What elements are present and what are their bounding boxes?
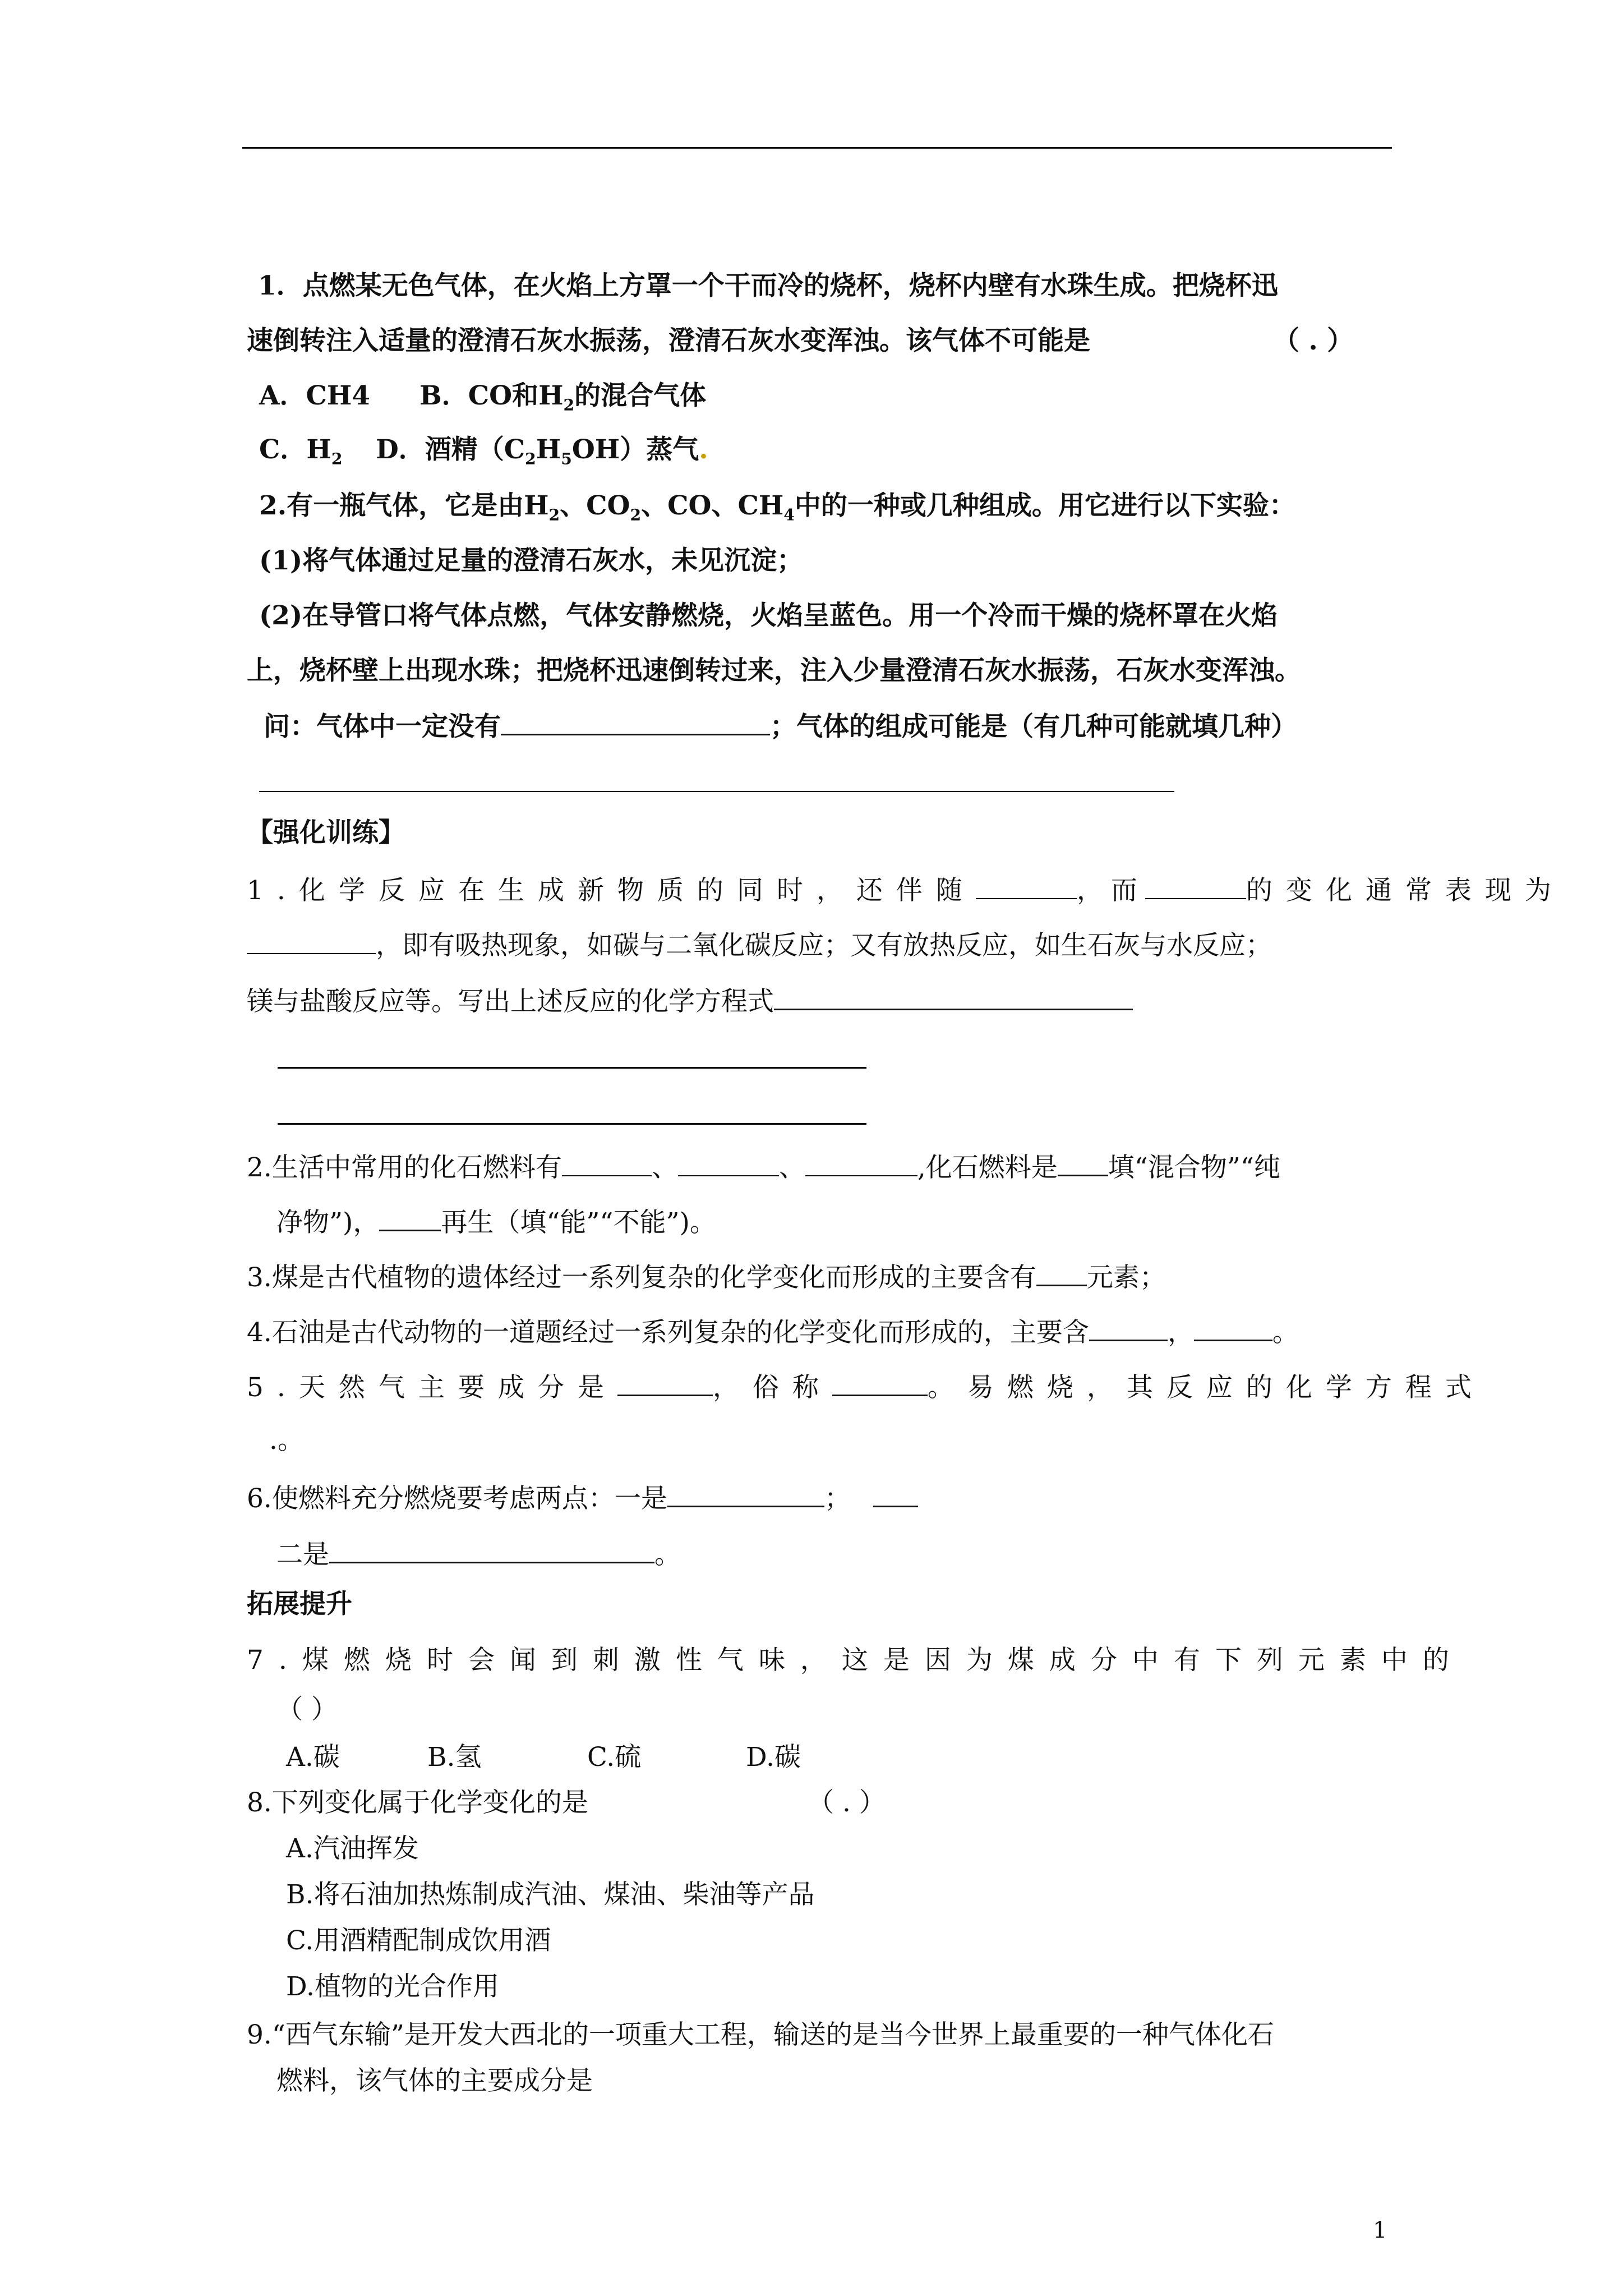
item4 (247, 1314, 1299, 1350)
answer-blank[interactable] (1089, 1314, 1168, 1341)
item9-line2: 燃料，该气体的主要成分是 (276, 2065, 593, 2096)
item1-text2: ，而 (1076, 875, 1145, 906)
item6-text4: 。 (654, 1539, 681, 1570)
answer-blank[interactable] (976, 872, 1077, 899)
item8-option-d: D.植物的光合作用 (286, 1971, 499, 2002)
item3-text2: 元素； (1086, 1262, 1166, 1293)
item1-line3 (247, 983, 1133, 1019)
item1-text5: 镁与盐酸反应等。写出上述反应的化学方程式 (247, 986, 774, 1017)
q2-step2-line1: (2)在导管口将气体点燃，气体安静燃烧，火焰呈蓝色。用一个冷而干燥的烧杯罩在火焰 (259, 600, 1278, 631)
q2-step2-line2: 上，烧杯壁上出现水珠；把烧杯迅速倒转过来，注入少量澄清石灰水振荡，石灰水变浑浊。 (247, 655, 1301, 686)
answer-blank[interactable] (379, 1204, 441, 1231)
q2-ask-text: 问：气体中一定没有 (264, 711, 501, 742)
q1-option-d (376, 433, 708, 467)
q2-text2: 、CO (560, 490, 630, 521)
subscript: 2 (548, 505, 560, 524)
item2-text: 2.生活中常用的化石燃料有 (247, 1152, 562, 1183)
item2-text7: 再生（填“能”“不能”)。 (441, 1207, 716, 1238)
q2-line1 (259, 489, 1295, 523)
item6-line2 (276, 1536, 681, 1572)
item6-line1 (247, 1480, 918, 1516)
q1-option-d-text: D．酒精（C (376, 434, 525, 465)
subscript: 2 (331, 449, 343, 468)
q2-step1: (1)将气体通过足量的澄清石灰水，未见沉淀； (259, 545, 804, 576)
q2-ask (264, 708, 1297, 744)
answer-blank[interactable] (1145, 872, 1246, 899)
q1-line1: 1．点燃某无色气体，在火焰上方罩一个干而冷的烧杯，烧杯内壁有水珠生成。把烧杯迅 (258, 270, 1278, 301)
q2-text4: 中的一种或几种组成。用它进行以下实验： (794, 490, 1295, 521)
answer-blank[interactable] (678, 1149, 779, 1176)
q1-option-b (419, 379, 706, 413)
answer-line[interactable] (278, 1123, 866, 1125)
item2-text2: 、 (651, 1152, 678, 1183)
item3 (247, 1259, 1166, 1295)
section-heading-practice: 【强化训练】 (247, 817, 405, 848)
item2-line2 (276, 1204, 716, 1240)
q1-option-d-dot: . (699, 434, 708, 465)
item7-line1: 7.煤燃烧时会闻到刺激性气味，这是因为煤成分中有下列元素中的 (247, 1645, 1464, 1676)
answer-blank[interactable] (1058, 1149, 1108, 1176)
answer-blank[interactable] (1194, 1314, 1272, 1341)
subscript: 2 (563, 395, 575, 415)
q1-option-d-text2: H (536, 434, 561, 465)
answer-blank[interactable] (562, 1149, 652, 1176)
q1-option-a: A．CH4 (259, 380, 370, 411)
item1-text3: 的变化通常表现为 (1246, 875, 1565, 906)
q1-option-d-text3: OH）蒸气 (571, 434, 699, 465)
item1-line1 (247, 872, 1565, 908)
item9-line1: 9.“西气东输”是开发大西北的一项重大工程，输送的是当今世界上最重要的一种气体化石 (247, 2019, 1274, 2050)
answer-blank[interactable] (873, 1480, 918, 1507)
answer-line[interactable] (259, 791, 1174, 792)
item7-option-c: C.硫 (587, 1742, 642, 1773)
q2-ask-text2: ；气体的组成可能是（有几种可能就填几种） (770, 711, 1297, 742)
item5-text3: 。易燃烧，其反应的化学方程式 (927, 1372, 1485, 1403)
item1-text: 1.化学反应在生成新物质的同时，还伴随 (247, 875, 976, 906)
page-number: 1 (1373, 2217, 1387, 2243)
item2-text5: 填“混合物”“纯 (1108, 1152, 1280, 1183)
item7-option-a: A.碳 (286, 1742, 340, 1773)
q2-text3: 、CO、CH (641, 490, 784, 521)
header-rule (242, 147, 1392, 149)
answer-blank[interactable] (247, 927, 376, 954)
item8-option-b: B.将石油加热炼制成汽油、煤油、柴油等产品 (286, 1879, 815, 1910)
item5-line2: .。 (269, 1425, 304, 1456)
answer-blank[interactable] (805, 1149, 917, 1176)
subscript: 2 (630, 505, 642, 524)
section-heading-extension: 拓展提升 (247, 1589, 352, 1619)
item8-question: 8.下列变化属于化学变化的是 (247, 1787, 588, 1818)
item7-option-d: D.碳 (746, 1742, 801, 1773)
item8-option-c: C.用酒精配制成饮用酒 (286, 1925, 551, 1956)
item6-text: 6.使燃料充分燃烧要考虑两点：一是 (247, 1483, 667, 1514)
answer-blank[interactable] (617, 1369, 713, 1396)
answer-blank[interactable] (832, 1369, 928, 1396)
item8-paren: （ . ） (808, 1787, 886, 1818)
item6-text2: ； (824, 1483, 851, 1514)
q1-option-c-text: C．H (259, 434, 331, 465)
item2-text3: 、 (778, 1152, 805, 1183)
item1-line2 (247, 927, 1272, 963)
item3-text: 3.煤是古代植物的遗体经过一系列复杂的化学变化而形成的主要含有 (247, 1262, 1036, 1293)
item2-text6: 净物”)， (276, 1207, 380, 1238)
answer-blank[interactable] (774, 983, 1133, 1010)
item4-text2: ， (1167, 1317, 1194, 1348)
subscript: 4 (783, 505, 795, 524)
answer-line[interactable] (278, 1067, 866, 1069)
item4-text: 4.石油是古代动物的一道题经过一系列复杂的化学变化而形成的，主要含 (247, 1317, 1089, 1348)
q1-line2: 速倒转注入适量的澄清石灰水振荡，澄清石灰水变浑浊。该气体不可能是 (247, 325, 1090, 356)
item1-text4: ，即有吸热现象，如碳与二氧化碳反应；又有放热反应，如生石灰与水反应； (376, 930, 1272, 961)
item7-option-b: B.氢 (427, 1742, 482, 1773)
q1-paren: （ . ） (1273, 325, 1354, 356)
q1-option-b-text: B．CO和H (419, 380, 564, 411)
q1-option-c (259, 433, 342, 467)
item2-line1 (247, 1149, 1280, 1185)
q2-text: 2.有一瓶气体，它是由H (259, 490, 549, 521)
item5-text2: ，俗称 (712, 1372, 832, 1403)
subscript: 5 (561, 449, 572, 468)
subscript: 2 (525, 449, 536, 468)
item5-text: 5.天然气主要成分是 (247, 1372, 617, 1403)
answer-blank[interactable] (329, 1536, 654, 1563)
item8-option-a: A.汽油挥发 (286, 1833, 419, 1864)
item6-text3: 二是 (276, 1539, 329, 1570)
q1-option-b-text2: 的混合气体 (574, 380, 707, 411)
item4-text3: 。 (1272, 1317, 1299, 1348)
answer-blank[interactable] (667, 1480, 824, 1507)
item2-text4: ,化石燃料是 (917, 1152, 1058, 1183)
answer-blank[interactable] (1036, 1259, 1087, 1286)
item7-paren: （ ） (276, 1694, 338, 1725)
item5-line1 (247, 1369, 1485, 1405)
answer-blank[interactable] (501, 708, 770, 735)
